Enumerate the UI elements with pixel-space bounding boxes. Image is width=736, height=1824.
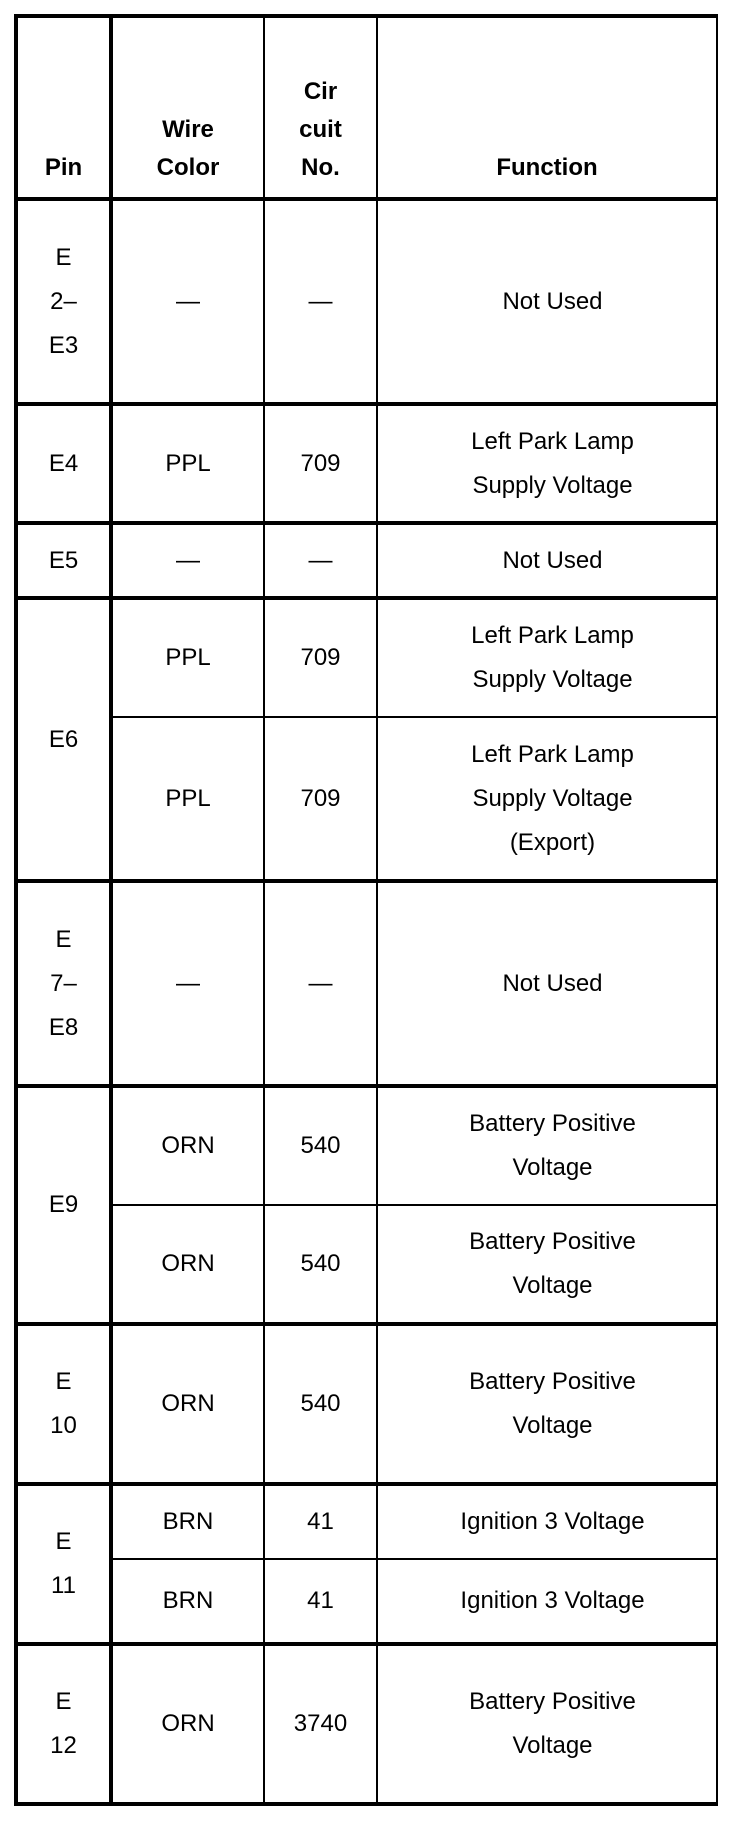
table-row <box>16 404 717 523</box>
table-row <box>16 1324 717 1484</box>
pin-group-e6 <box>16 598 717 881</box>
table-row <box>16 1086 717 1205</box>
pin-group-e11 <box>16 1484 717 1644</box>
table-row <box>16 1484 717 1559</box>
function-cell: Not Used <box>377 881 717 1086</box>
table-row <box>16 881 717 1086</box>
pin-group-e9 <box>16 1086 717 1324</box>
circuit-cell: 41 <box>264 1484 377 1559</box>
circuit-cell: — <box>264 523 377 598</box>
pin-group-e4 <box>16 404 717 523</box>
pin-cell: E 10 <box>16 1324 111 1484</box>
circuit-cell: 709 <box>264 404 377 523</box>
circuit-cell: 540 <box>264 1086 377 1205</box>
function-cell: Not Used <box>377 523 717 598</box>
pin-cell: E6 <box>16 598 111 881</box>
header-function: Function <box>377 16 717 199</box>
pin-cell: E 7– E8 <box>16 881 111 1086</box>
function-cell: Left Park Lamp Supply Voltage <box>377 404 717 523</box>
table-row <box>16 523 717 598</box>
table-row <box>16 1644 717 1804</box>
pin-cell: E 12 <box>16 1644 111 1804</box>
circuit-cell: 540 <box>264 1324 377 1484</box>
wire-color-cell: PPL <box>111 717 264 881</box>
header-row <box>16 16 717 199</box>
pin-group-e7-e8 <box>16 881 717 1086</box>
circuit-cell: 41 <box>264 1559 377 1644</box>
function-cell: Battery Positive Voltage <box>377 1205 717 1324</box>
wire-color-cell: ORN <box>111 1644 264 1804</box>
circuit-cell: 540 <box>264 1205 377 1324</box>
function-cell: Ignition 3 Voltage <box>377 1484 717 1559</box>
pin-group-e5 <box>16 523 717 598</box>
circuit-cell: 709 <box>264 598 377 717</box>
function-cell: Battery Positive Voltage <box>377 1644 717 1804</box>
wire-color-cell: ORN <box>111 1324 264 1484</box>
wire-color-cell: — <box>111 523 264 598</box>
pin-cell: E 11 <box>16 1484 111 1644</box>
table-row <box>16 1559 717 1644</box>
circuit-cell: — <box>264 881 377 1086</box>
table-row <box>16 598 717 717</box>
table-row <box>16 199 717 404</box>
wire-color-cell: ORN <box>111 1205 264 1324</box>
wire-color-cell: — <box>111 881 264 1086</box>
pin-cell: E4 <box>16 404 111 523</box>
header-circuit-no: Cir cuit No. <box>264 16 377 199</box>
circuit-cell: — <box>264 199 377 404</box>
wire-color-cell: — <box>111 199 264 404</box>
function-cell: Battery Positive Voltage <box>377 1086 717 1205</box>
function-cell: Battery Positive Voltage <box>377 1324 717 1484</box>
wire-color-cell: BRN <box>111 1559 264 1644</box>
wire-color-cell: PPL <box>111 404 264 523</box>
connector-pinout-table <box>14 14 718 1806</box>
pin-group-e10 <box>16 1324 717 1484</box>
header-pin: Pin <box>16 16 111 199</box>
pin-group-e12 <box>16 1644 717 1804</box>
circuit-cell: 3740 <box>264 1644 377 1804</box>
function-cell: Left Park Lamp Supply Voltage <box>377 598 717 717</box>
wire-color-cell: ORN <box>111 1086 264 1205</box>
table-row <box>16 717 717 881</box>
wire-color-cell: PPL <box>111 598 264 717</box>
header-wire-color: Wire Color <box>111 16 264 199</box>
pin-cell: E 2– E3 <box>16 199 111 404</box>
pinout-table-container <box>14 14 718 1806</box>
circuit-cell: 709 <box>264 717 377 881</box>
function-cell: Not Used <box>377 199 717 404</box>
function-cell: Ignition 3 Voltage <box>377 1559 717 1644</box>
pin-cell: E9 <box>16 1086 111 1324</box>
wire-color-cell: BRN <box>111 1484 264 1559</box>
table-row <box>16 1205 717 1324</box>
pin-cell: E5 <box>16 523 111 598</box>
function-cell: Left Park Lamp Supply Voltage (Export) <box>377 717 717 881</box>
pin-group-e2-e3 <box>16 199 717 404</box>
